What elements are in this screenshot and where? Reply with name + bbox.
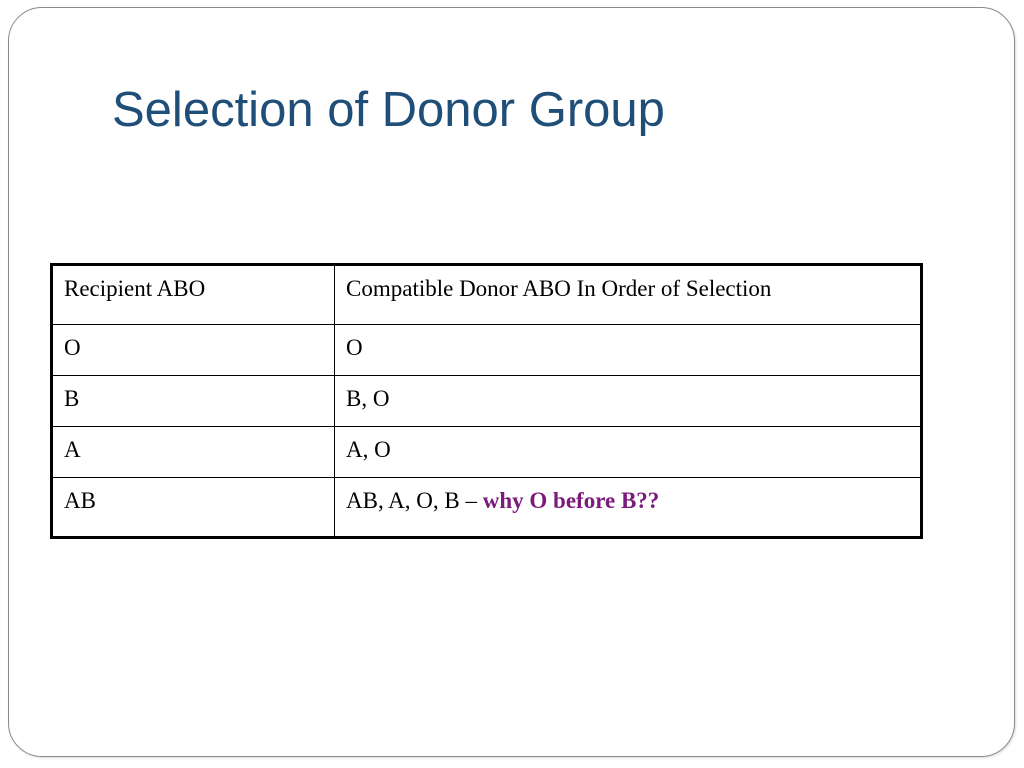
table-row: [52, 325, 922, 376]
donor-cell: [335, 478, 922, 538]
table-header-row: [52, 265, 922, 325]
donor-question-note: why O before B??: [482, 488, 660, 513]
recipient-cell: AB: [52, 478, 335, 538]
recipient-cell: A: [52, 427, 335, 478]
recipient-cell: O: [52, 325, 335, 376]
table-row: [52, 478, 922, 538]
header-compatible-donor-abo: Compatible Donor ABO In Order of Selection: [335, 265, 922, 325]
donor-order-text: AB, A, O, B –: [346, 488, 483, 513]
recipient-cell: B: [52, 376, 335, 427]
header-recipient-abo: Recipient ABO: [52, 265, 335, 325]
donor-selection-table: [50, 263, 923, 539]
table-row: [52, 427, 922, 478]
donor-cell: B, O: [335, 376, 922, 427]
table-row: [52, 376, 922, 427]
page-title: Selection of Donor Group: [112, 83, 665, 137]
donor-cell: O: [335, 325, 922, 376]
donor-cell: A, O: [335, 427, 922, 478]
